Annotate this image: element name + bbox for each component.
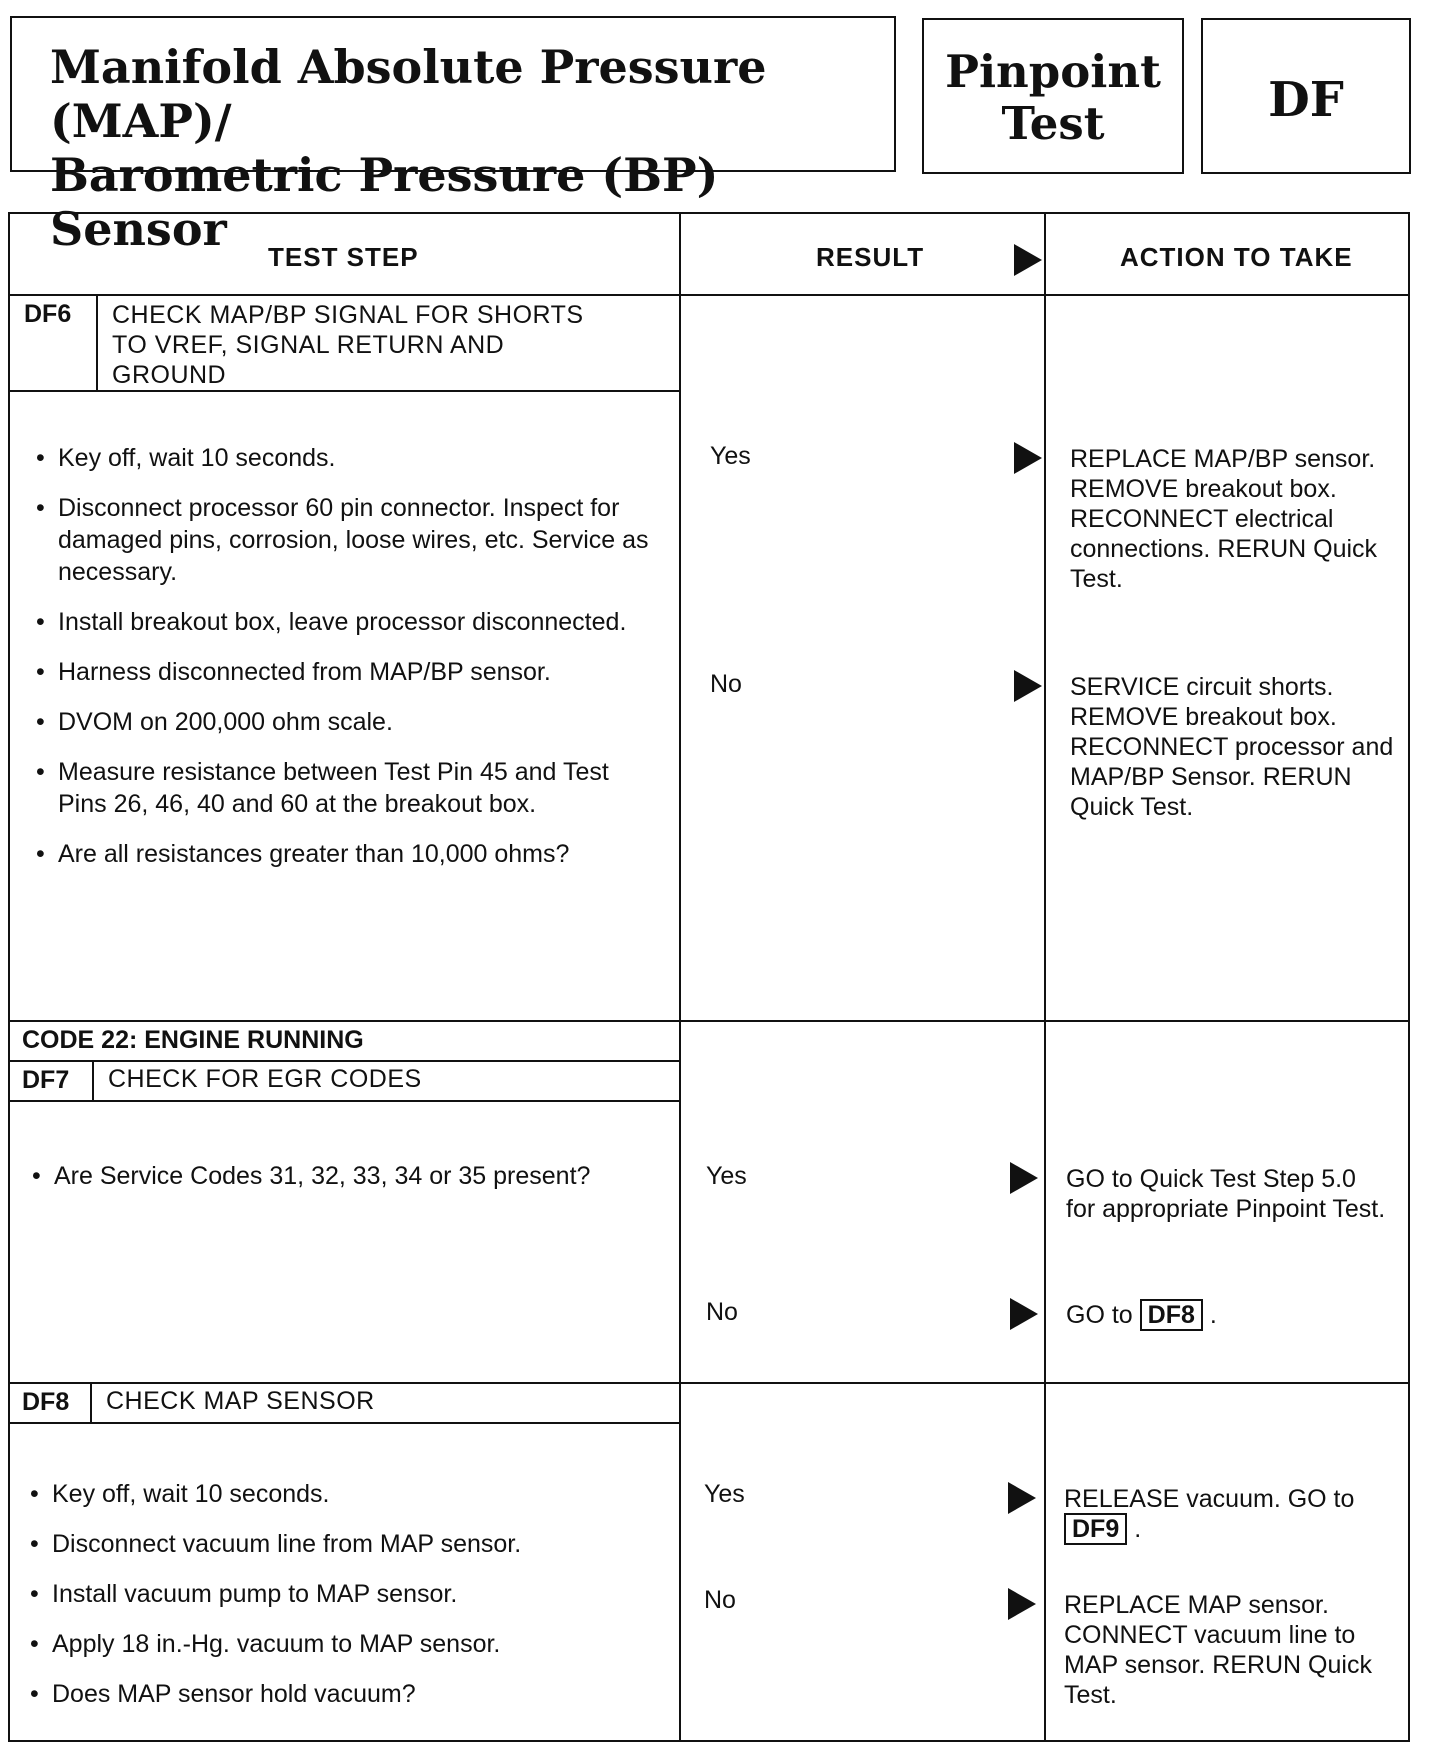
pinpoint-table [8, 212, 1410, 1742]
column-divider [1044, 214, 1046, 1742]
list-item: • Are Service Codes 31, 32, 33, 34 or 35 present? [32, 1160, 592, 1192]
df8-step-list [30, 1478, 650, 1728]
pinpoint-label: Pinpoint [945, 45, 1161, 98]
list-item: • Measure resistance between Test Pin 45 and Test Pins 26, 46, 40 and 60 at the breakout box. [36, 756, 656, 820]
result-arrow-icon [1014, 244, 1042, 276]
df7-no-label: No [706, 1298, 738, 1326]
df6-yes-label: Yes [710, 442, 751, 470]
df6-yes-action: REPLACE MAP/BP sensor. REMOVE breakout box. RECONNECT electrical connections. RERUN Quick Test. [1070, 445, 1378, 593]
step-code-df8: DF8 [22, 1388, 70, 1416]
list-item: • Does MAP sensor hold vacuum? [30, 1678, 650, 1710]
arrow-icon [1010, 1162, 1038, 1194]
header-test-step: TEST STEP [268, 242, 419, 272]
header-result: RESULT [816, 242, 925, 272]
list-item: • Install breakout box, leave processor disconnected. [36, 606, 656, 638]
test-code-box [1201, 18, 1411, 174]
page-title: Manifold Absolute Pressure (MAP)/ Barometric Pressure (BP) Sensor [50, 40, 767, 256]
title-box [10, 16, 896, 256]
pinpoint-test-box [922, 18, 1184, 174]
test-label: Test [1001, 97, 1105, 150]
df7-no-action: GO to DF8 . [1066, 1301, 1217, 1329]
df8-yes-label: Yes [704, 1480, 745, 1508]
header-action: ACTION TO TAKE [1120, 242, 1353, 272]
df7-yes-action: GO to Quick Test Step 5.0 for appropriate Pinpoint Test. [1066, 1165, 1386, 1223]
list-item: • DVOM on 200,000 ohm scale. [36, 706, 656, 738]
arrow-icon [1008, 1482, 1036, 1514]
arrow-icon [1010, 1298, 1038, 1330]
arrow-icon [1008, 1588, 1036, 1620]
column-divider [679, 214, 681, 1742]
df7-yes-label: Yes [706, 1162, 747, 1190]
df8-no-action: REPLACE MAP sensor. CONNECT vacuum line to MAP sensor. RERUN Quick Test. [1064, 1591, 1372, 1709]
list-item: • Disconnect processor 60 pin connector. Inspect for damaged pins, corrosion, loose wires, etc. Service as necessary. [36, 492, 656, 588]
step-title-df8: CHECK MAP SENSOR [106, 1387, 375, 1415]
arrow-icon [1014, 442, 1042, 474]
step-title-df6: CHECK MAP/BP SIGNAL FOR SHORTS TO VREF, SIGNAL RETURN AND GROUND [112, 301, 584, 389]
df6-no-label: No [710, 670, 742, 698]
df8-yes-action: RELEASE vacuum. GO to DF9 . [1064, 1485, 1355, 1543]
list-item: • Key off, wait 10 seconds. [30, 1478, 650, 1510]
list-item: • Disconnect vacuum line from MAP sensor. [30, 1528, 650, 1560]
test-code: DF [1268, 72, 1344, 128]
arrow-icon [1014, 670, 1042, 702]
df7-step-list [32, 1160, 592, 1210]
code-22-label: CODE 22: ENGINE RUNNING [22, 1026, 364, 1054]
list-item: • Install vacuum pump to MAP sensor. [30, 1578, 650, 1610]
df8-no-label: No [704, 1586, 736, 1614]
list-item: • Are all resistances greater than 10,000 ohms? [36, 838, 656, 870]
list-item: • Key off, wait 10 seconds. [36, 442, 656, 474]
step-title-df7: CHECK FOR EGR CODES [108, 1065, 422, 1093]
df8-reference-link[interactable]: DF8 [1140, 1299, 1203, 1331]
list-item: • Apply 18 in.-Hg. vacuum to MAP sensor. [30, 1628, 650, 1660]
df9-reference-link[interactable]: DF9 [1064, 1513, 1127, 1545]
df6-step-list [36, 442, 656, 888]
df6-no-action: SERVICE circuit shorts. REMOVE breakout box. RECONNECT processor and MAP/BP Sensor. RERUN Quick Test. [1070, 673, 1394, 821]
header-divider [10, 294, 1410, 296]
step-code-df6: DF6 [24, 300, 72, 328]
list-item: • Harness disconnected from MAP/BP sensor. [36, 656, 656, 688]
step-code-df7: DF7 [22, 1066, 70, 1094]
